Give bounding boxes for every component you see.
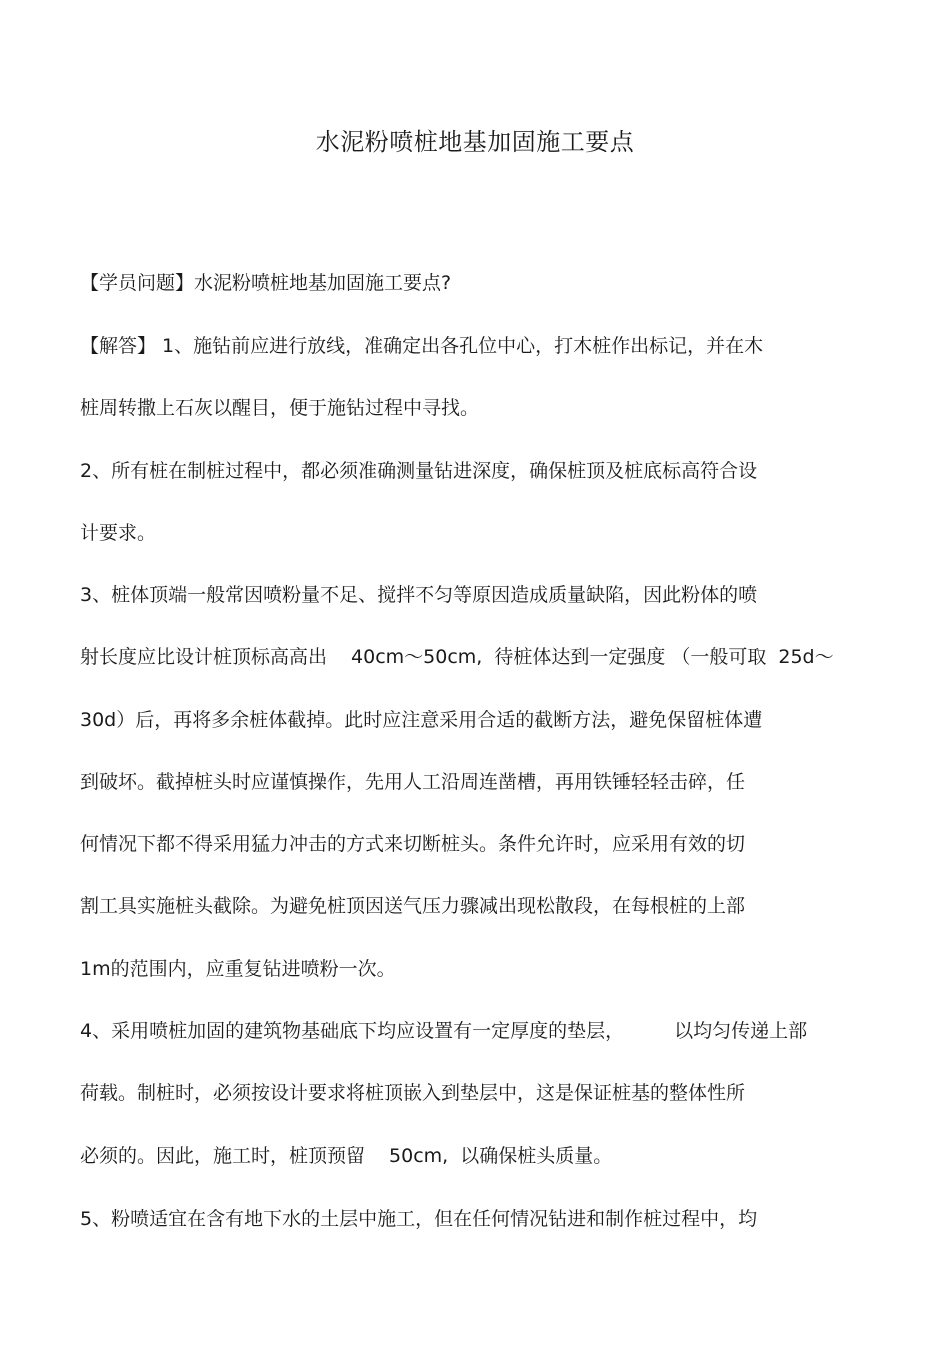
text-segment-measure: 40cm～50cm, xyxy=(351,646,483,668)
text-segment-measure: 25d～ xyxy=(778,646,834,668)
text-line-item-2-cont: 计要求。 xyxy=(80,522,157,544)
text-segment: 以均匀传递上部 xyxy=(674,1020,808,1042)
text-line-item-3-length xyxy=(80,642,834,672)
text-line-item-4-load: 荷载。制桩时，必须按设计要求将桩顶嵌入到垫层中，这是保证桩基的整体性所 xyxy=(80,1082,746,1104)
text-line-answer-1-cont: 桩周转撒上石灰以醒目，便于施钻过程中寻找。 xyxy=(80,397,480,419)
text-segment: 待桩体达到一定强度 （一般可取 xyxy=(494,646,767,668)
text-line-item-3-care: 到破坏。截掉桩头时应谨慎操作，先用人工沿周连凿槽，再用铁锤轻轻击碎，任 xyxy=(80,771,746,793)
text-segment: 必须的。因此，施工时，桩顶预留 xyxy=(80,1145,366,1167)
text-line-item-4 xyxy=(80,1016,807,1046)
text-line-item-5: 5、粉喷适宜在含有地下水的土层中施工，但在任何情况钻进和制作桩过程中，均 xyxy=(80,1208,758,1230)
text-line-item-2: 2、所有桩在制桩过程中，都必须准确测量钻进深度，确保桩顶及桩底标高符合设 xyxy=(80,460,758,482)
text-line-item-3-cut: 30d）后，再将多余桩体截掉。此时应注意采用合适的截断方法，避免保留桩体遭 xyxy=(80,709,763,731)
text-line-item-4-reserve xyxy=(80,1141,612,1171)
text-line-item-3: 3、桩体顶端一般常因喷粉量不足、搅拌不匀等原因造成质量缺陷，因此粉体的喷 xyxy=(80,584,758,606)
text-line-answer-1: 【解答】 1、施钻前应进行放线，准确定出各孔位中心，打木桩作出标记，并在木 xyxy=(80,335,764,357)
text-line-item-3-tools: 割工具实施桩头截除。为避免桩顶因送气压力骤减出现松散段，在每根桩的上部 xyxy=(80,895,746,917)
document-title: 水泥粉喷桩地基加固施工要点 xyxy=(315,128,635,156)
text-line-item-3-impact: 何情况下都不得采用猛力冲击的方式来切断桩头。条件允许时，应采用有效的切 xyxy=(80,833,746,855)
text-segment: 4、采用喷桩加固的建筑物基础底下均应设置有一定厚度的垫层， xyxy=(80,1020,625,1042)
text-line-question: 【学员问题】水泥粉喷桩地基加固施工要点? xyxy=(80,272,452,294)
text-segment: 以确保桩头质量。 xyxy=(460,1145,613,1167)
text-segment: 射长度应比设计桩顶标高高出 xyxy=(80,646,328,668)
text-line-item-3-repeat: 1m的范围内，应重复钻进喷粉一次。 xyxy=(80,958,396,980)
text-segment-measure: 50cm, xyxy=(389,1145,449,1167)
